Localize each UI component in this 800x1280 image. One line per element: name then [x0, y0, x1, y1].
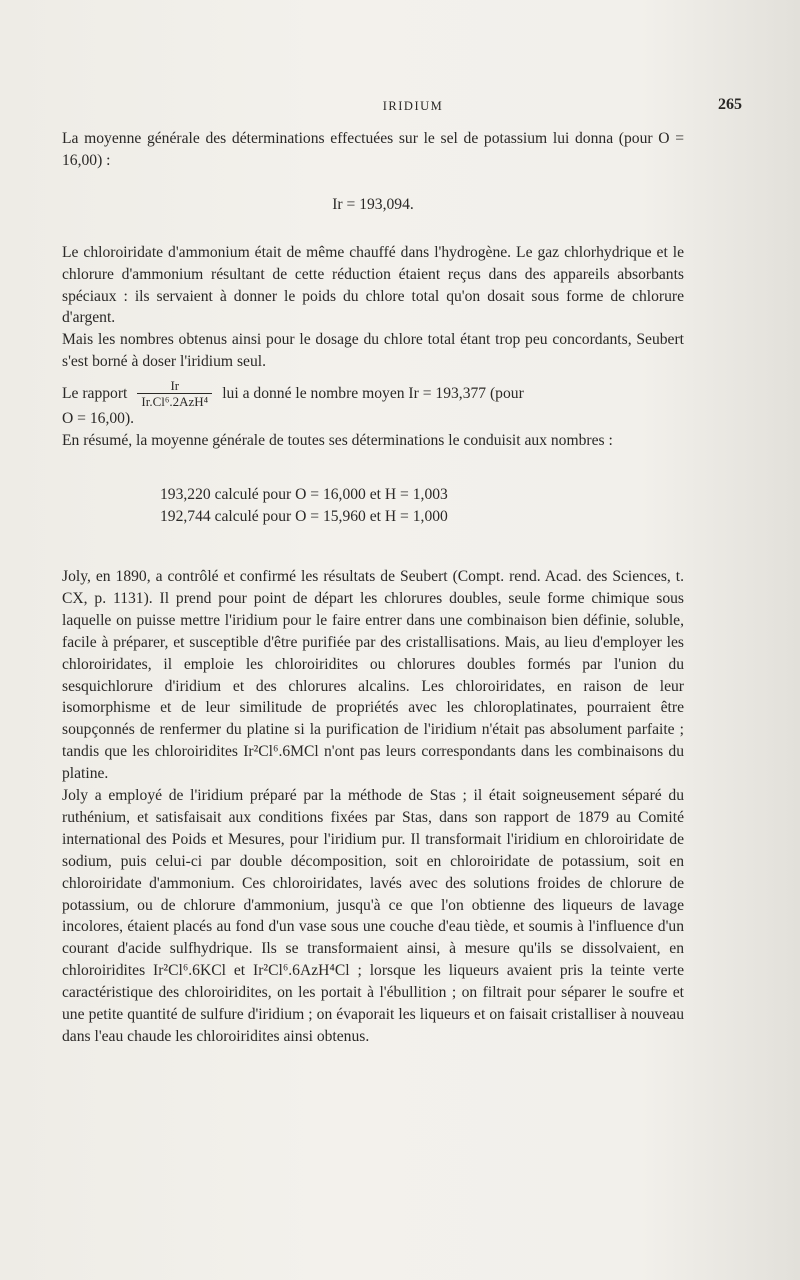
- paragraph-5: En résumé, la moyenne générale de toutes ses déterminations le conduisit aux nombres :: [62, 432, 613, 450]
- equation-line-2: 192,744 calculé pour O = 15,960 et H = 1,000: [160, 507, 448, 525]
- ratio-fraction: [137, 379, 212, 408]
- paragraph-1: La moyenne générale des déterminations effectuées sur le sel de potassium lui donna (pour O = 16,00) :: [62, 130, 684, 169]
- paragraph-7: Joly a employé de l'iridium préparé par la méthode de Stas ; il était soigneusement séparé du ruthénium, et satisfaisait aux conditions fixées par Stas, dans son rapport de 1879 au Comité international des Poids et Mesures, pour l'iridium pur. Il transformait l'iridium en chloroiridate de sodium, puis celui-ci par double décomposition, soit en chloroiridate de potassium, soit en chloroiridate d'ammonium. Ces chloroiridates, lavés avec des solutions froides de chlorure de potassium, ou de chlorure d'ammonium, jusqu'à ce que l'on obtienne des liqueurs de lavage incolores, étaient placés au fond d'un vase sous une couche d'eau tiède, et soumis à l'influence d'un courant d'acide sulfhydrique. Ils se transformaient ainsi, à mesure qu'ils se dissolvaient, en chloroiridites Ir²Cl⁶.6KCl et Ir²Cl⁶.6AzH⁴Cl ; lorsque les liqueurs avaient pris la teinte verte caractéristique des chloroiridites, on les portait à l'ébullition ; on filtrait pour séparer le soufre et une petite quantité de sulfure d'iridium ; on évaporait les liqueurs et on faisait cristalliser à nouveau dans l'eau chaude les chloroiridites ainsi obtenus.: [62, 787, 684, 1045]
- ratio-result: lui a donné le nombre moyen Ir = 193,377 (pour: [222, 384, 524, 402]
- page-header: [62, 95, 764, 119]
- paragraph-2: Le chloroiridate d'ammonium était de même chauffé dans l'hydrogène. Le gaz chlorhydrique et le chlorure d'ammonium résultant de cette réduction étaient reçus dans des appareils absorbants spéciaux : ils servaient à donner le poids du chlore total qu'on dosait sous forme de chlorure d'argent.: [62, 243, 684, 327]
- fraction-denominator: Ir.Cl⁶.2AzH⁴: [137, 393, 212, 408]
- ratio-intro: Le rapport: [62, 384, 128, 402]
- ratio-tail: O = 16,00).: [62, 410, 135, 428]
- running-title: IRIDIUM: [382, 99, 444, 113]
- equation-block: [160, 484, 684, 528]
- ratio-line: [62, 379, 684, 408]
- paragraph-6: Joly, en 1890, a contrôlé et confirmé les résultats de Seubert (Compt. rend. Acad. des Sciences, t. CX, p. 1131). Il prend pour point de départ les chlorures doubles, seule forme chimique sous laquelle on puisse mettre l'iridium pour le faire entrer dans une combinaison bien définie, soluble, facile à préparer, et susceptible d'être purifiée par des cristallisations. Mais, au lieu d'employer les chloroiridates, il emploie les chloroiridites ou chlorures doubles formés par l'union du sesquichlorure d'iridium et des chlorures alcalins. Les chloroiridates, en raison de leur isomorphisme et de leur similitude de propriétés avec les chloroplatinates, pourraient être soupçonnés de renfermer du platine si la purification de l'iridium n'était pas absolument parfaite ; tandis que les chloroiridites Ir²Cl⁶.6MCl n'ont pas leurs correspondants dans les combinaisons du platine.: [62, 567, 684, 783]
- fraction-numerator: Ir: [170, 378, 180, 394]
- equation-ir-value: Ir = 193,094.: [332, 195, 414, 213]
- page-number: 265: [718, 96, 742, 113]
- equation-line-1: 193,220 calculé pour O = 16,000 et H = 1,003: [160, 485, 448, 503]
- page-body: [62, 128, 684, 1048]
- paragraph-3: Mais les nombres obtenus ainsi pour le dosage du chlore total étant trop peu concordants, Seubert s'est borné à doser l'iridium seul.: [62, 331, 684, 371]
